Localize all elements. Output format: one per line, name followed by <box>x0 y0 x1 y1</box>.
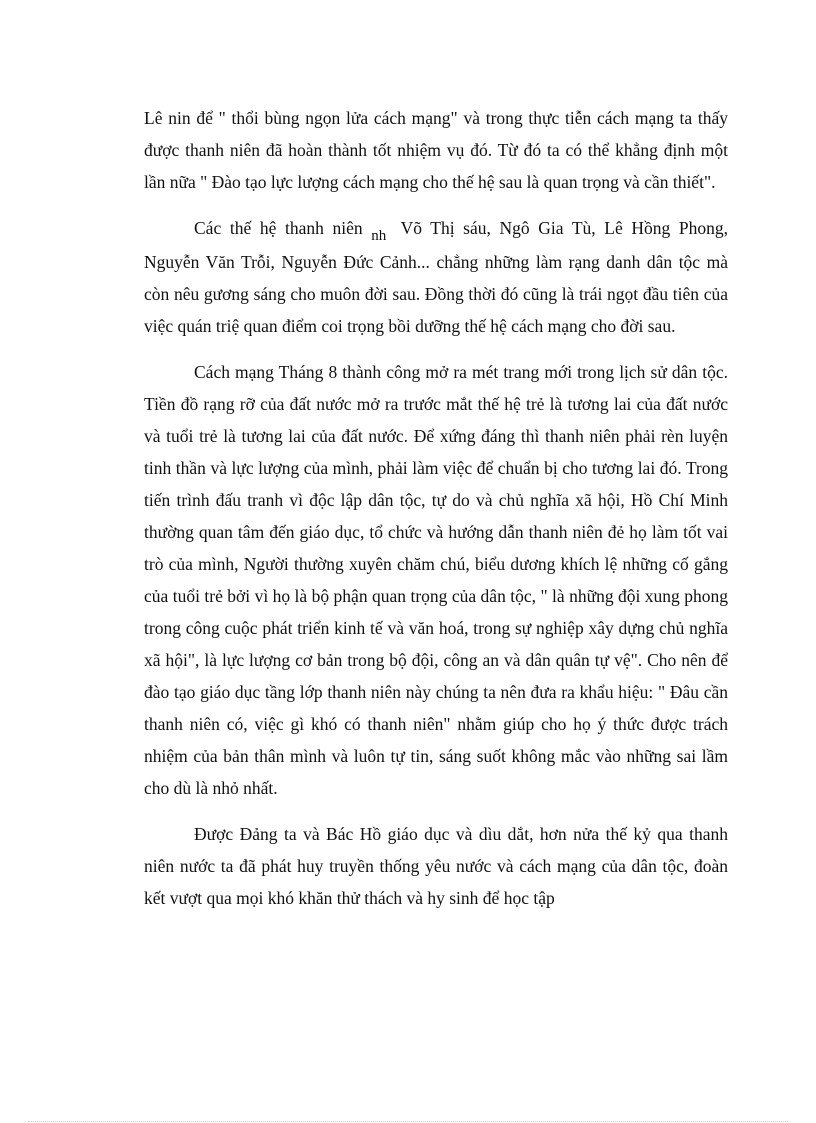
paragraph-3: Cách mạng Tháng 8 thành công mở ra mét trang mới trong lịch sử dân tộc. Tiền đồ rạng rỡ của đất nước mở ra trước mắt thế hệ trẻ là tương lai của đất nước và tuổi trẻ là tương lai của đất nước. Để xứng đáng thì thanh niên phải rèn luyện tinh thần và lực lượng của mình, phải làm việc để chuẩn bị cho tương lai đó. Trong tiến trình đấu tranh vì độc lập dân tộc, tự do và chủ nghĩa xã hội, Hồ Chí Minh thường quan tâm đến giáo dục, tổ chức và hướng dẫn thanh niên đẻ họ làm tốt vai trò của mình, Người thường xuyên chăm chú, biểu dương khích lệ những cố gắng của tuổi trẻ bởi vì họ là bộ phận quan trọng của dân tộc, " là những đội xung phong trong công cuộc phát triển kinh tế và văn hoá, trong sự nghiệp xây dựng chủ nghĩa xã hội", là lực lượng cơ bản trong bộ đội, công an và dân quân tự vệ". Cho nên để đào tạo giáo dục tầng lớp thanh niên này chúng ta nên đưa ra khẩu hiệu: " Đâu cần thanh niên có, việc gì khó có thanh niên" nhằm giúp cho họ ý thức được trách nhiệm của bản thân mình và luôn tự tin, sáng suốt không mắc vào những sai lầm cho dù là nhỏ nhất. <box>144 362 728 798</box>
paragraph-2-start: Các thế hệ thanh niên <box>194 218 363 238</box>
document-body <box>144 102 728 914</box>
paragraph-2 <box>144 212 728 342</box>
page-bottom-border <box>28 1121 788 1122</box>
subscript-fragment: nh <box>371 228 387 244</box>
paragraph-2-rest: Võ Thị sáu, Ngô Gia Tù, Lê Hồng Phong, Nguyễn Văn Trỗi, Nguyễn Đức Cảnh... chẳng những làm rạng danh dân tộc mà còn nêu gương sáng cho muôn đời sau. Đồng thời đó cũng là trái ngọt đầu tiên của việc quán triệ quan điểm coi trọng bồi dưỡng thế hệ cách mạng cho đời sau. <box>144 218 728 336</box>
paragraph-4: Được Đảng ta và Bác Hồ giáo dục và dìu dắt, hơn nửa thế kỷ qua thanh niên nước ta đã phát huy truyền thống yêu nước và cách mạng của dân tộc, đoàn kết vượt qua mọi khó khăn thử thách và hy sinh để học tập <box>144 824 728 908</box>
paragraph-1: Lê nin để " thổi bùng ngọn lửa cách mạng" và trong thực tiễn cách mạng ta thấy được thanh niên đã hoàn thành tốt nhiệm vụ đó. Từ đó ta có thể khẳng định một lần nữa " Đào tạo lực lượng cách mạng cho thế hệ sau là quan trọng và cần thiết". <box>144 108 728 192</box>
